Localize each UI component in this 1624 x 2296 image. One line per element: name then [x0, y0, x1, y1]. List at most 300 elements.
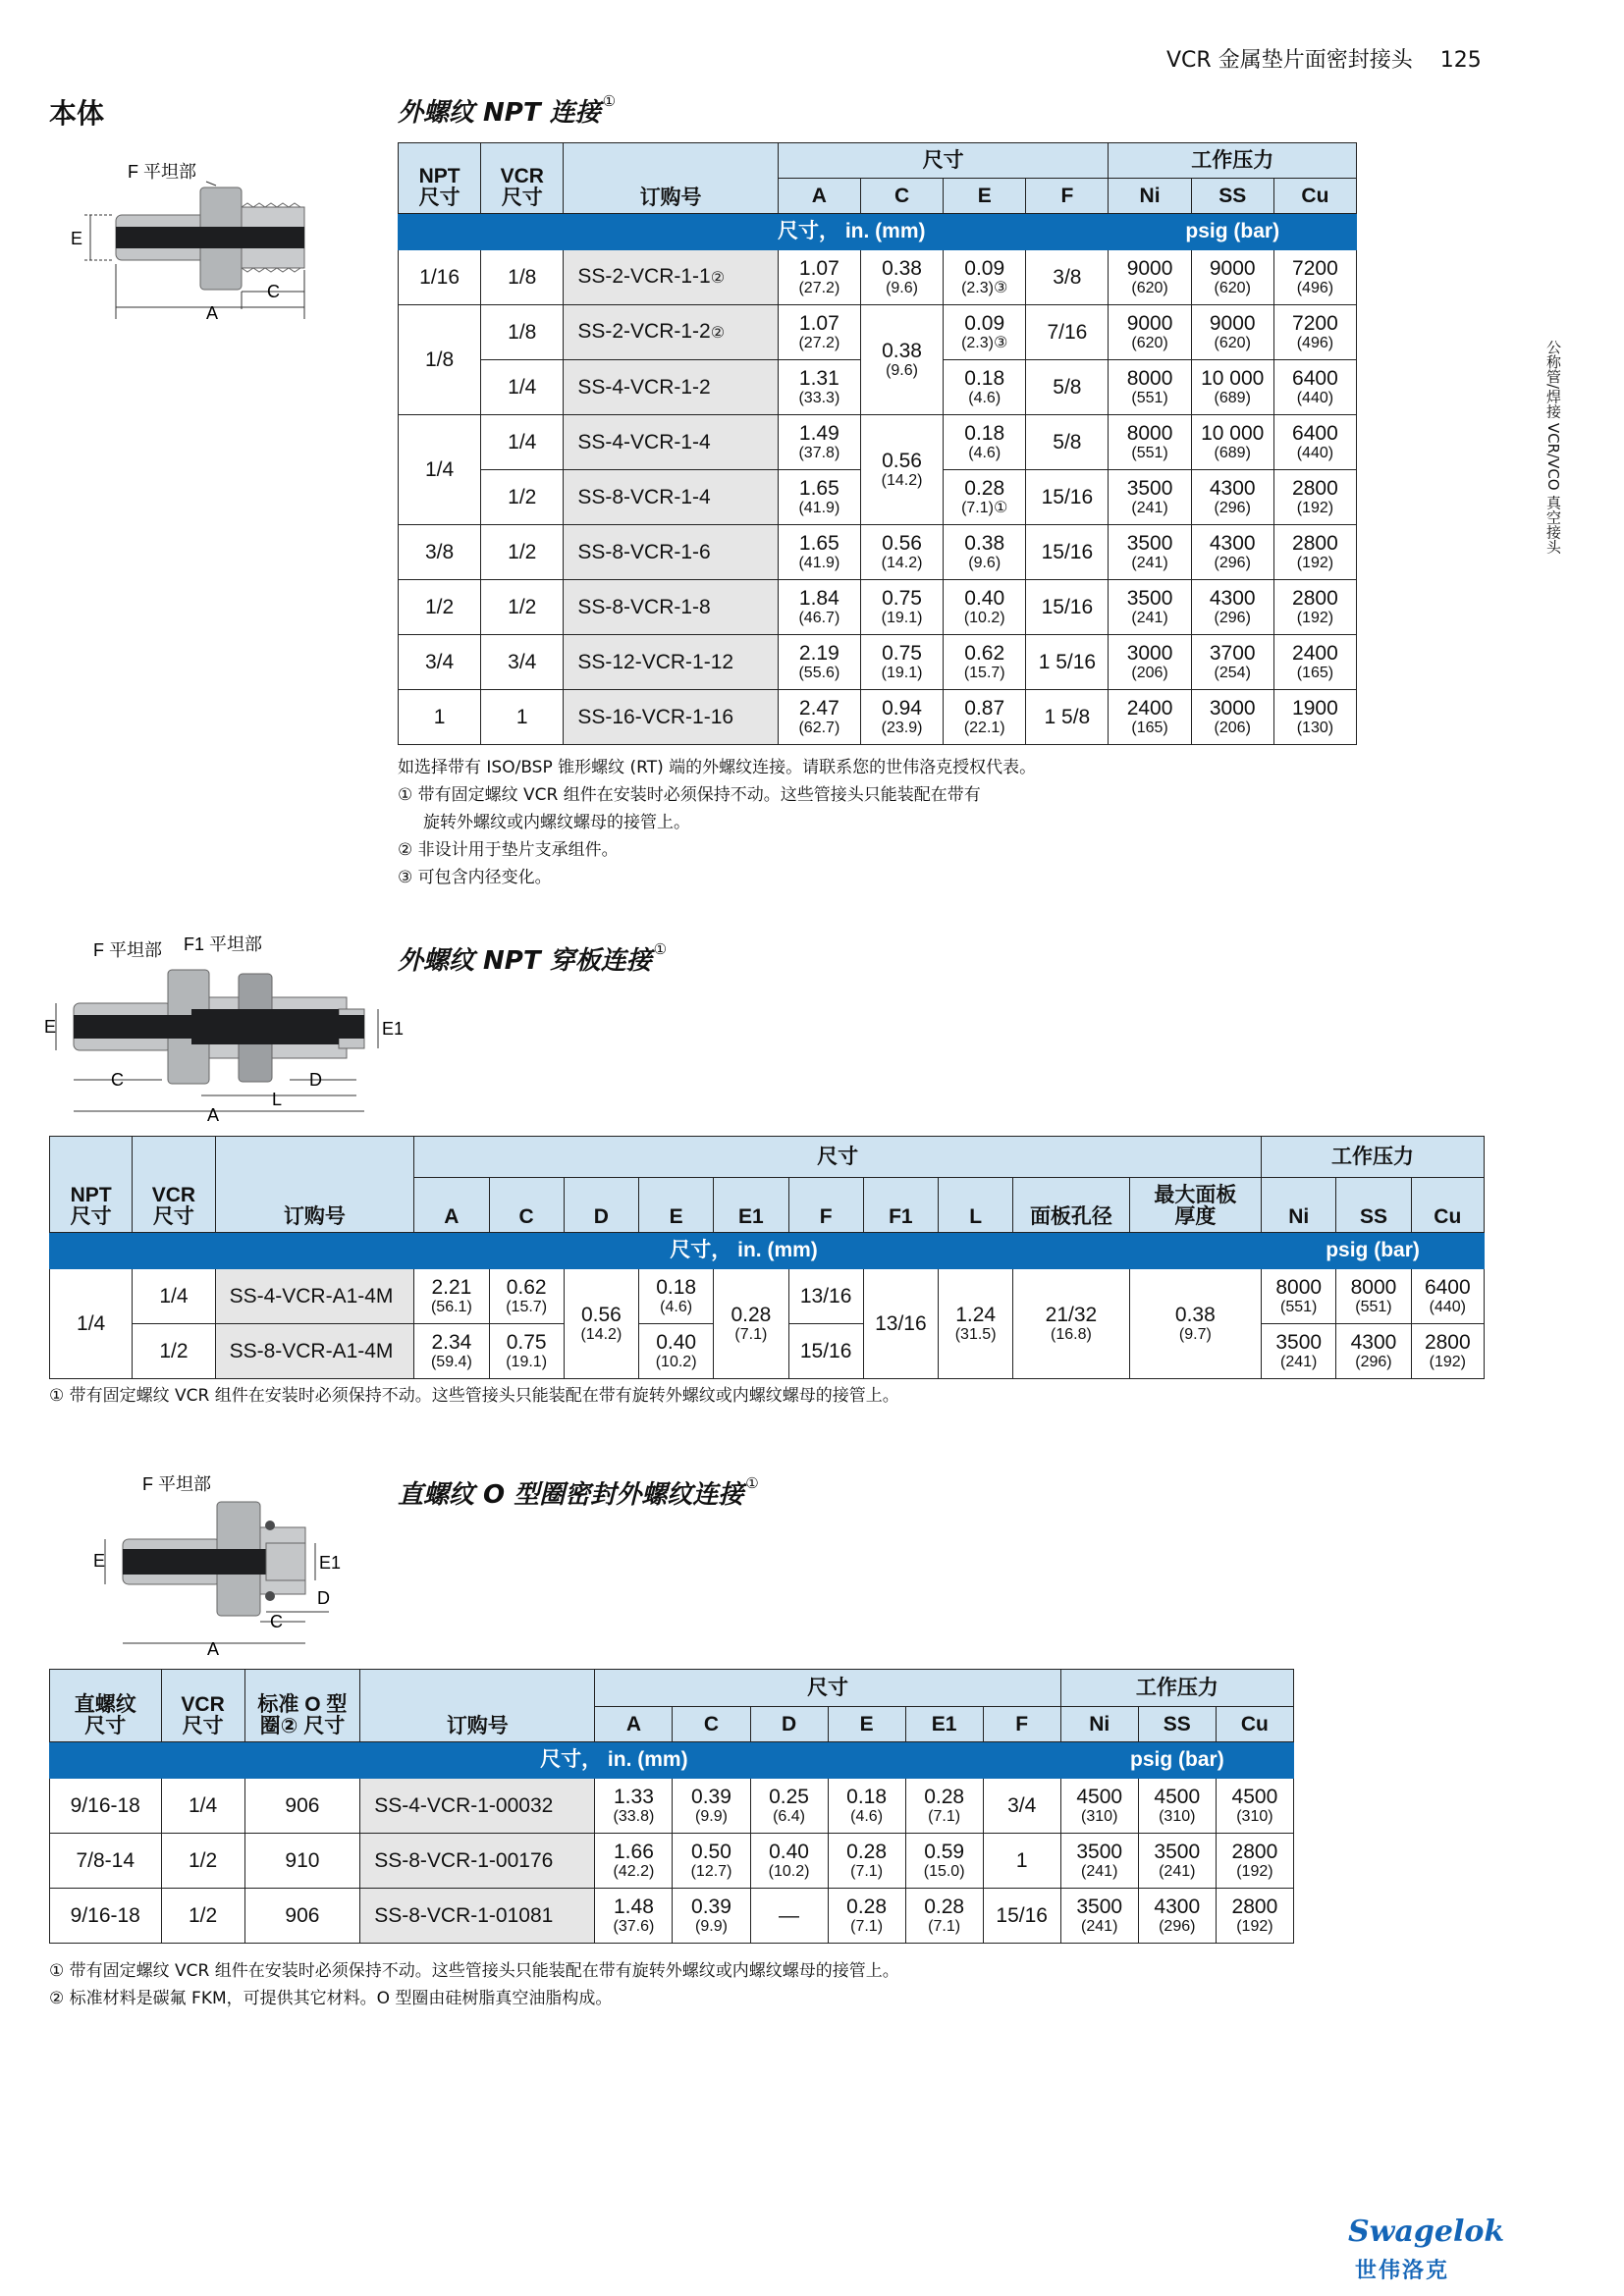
- f1-cell: 13/16: [863, 1269, 938, 1379]
- cu-psig: 2800: [1424, 1330, 1471, 1354]
- cu-cell: [1273, 250, 1356, 305]
- label-c: C: [111, 1070, 124, 1090]
- ss-cell: [1138, 1834, 1216, 1889]
- ss-psig: 4300: [1350, 1330, 1397, 1354]
- cu-psig: 2800: [1292, 531, 1338, 555]
- e-in: 0.38: [964, 531, 1005, 555]
- cu-cell: [1273, 470, 1356, 525]
- section1-title-text: 外螺纹 NPT 连接: [398, 98, 601, 128]
- a-mm: (46.7): [798, 609, 840, 626]
- a-cell: [414, 1269, 489, 1324]
- col-f: F: [788, 1178, 863, 1233]
- a-in: 1.65: [798, 476, 839, 500]
- section1-table: [398, 142, 1357, 745]
- table-row: [399, 305, 1357, 360]
- note-line: ① 带有固定螺纹 VCR 组件在安装时必须保持不动。这些管接头只能装配在带有旋转外螺纹或内螺纹螺母的接管上。: [49, 1386, 899, 1406]
- cu-psig: 4500: [1231, 1785, 1278, 1808]
- c-in: 0.75: [506, 1330, 547, 1354]
- a-cell: [595, 1834, 673, 1889]
- ss-bar: (296): [1159, 1917, 1196, 1935]
- col-c: C: [673, 1707, 750, 1742]
- a-mm: (27.2): [798, 279, 840, 296]
- a-cell: [778, 580, 860, 635]
- cu-cell: [1216, 1889, 1293, 1944]
- f-cell: 15/16: [788, 1324, 863, 1379]
- a-cell: [778, 360, 860, 415]
- section1-notes: [398, 754, 1036, 891]
- cu-cell: [1411, 1269, 1484, 1324]
- col-cu: Cu: [1411, 1178, 1484, 1233]
- col-order: 订购号: [215, 1137, 414, 1233]
- e-mm: (10.2): [963, 609, 1005, 626]
- ni-cell: [1109, 360, 1191, 415]
- c-cell: [673, 1834, 750, 1889]
- ni-cell: [1109, 470, 1191, 525]
- vcr-cell: 1/8: [481, 250, 564, 305]
- e-mm: (2.3)③: [961, 334, 1008, 351]
- vcr-cell: 1: [481, 690, 564, 745]
- label-e: E: [44, 1017, 57, 1037]
- e-cell: [639, 1269, 714, 1324]
- e-in: 0.40: [964, 586, 1005, 610]
- c-in: 0.56: [882, 531, 922, 555]
- section2-title-note: ①: [653, 940, 668, 958]
- col-ni: Ni: [1262, 1178, 1336, 1233]
- vcr-cell: 1/2: [133, 1324, 215, 1379]
- label-e1: E1: [382, 1019, 405, 1039]
- c-mm: (23.9): [881, 719, 923, 736]
- c-mm: (9.9): [695, 1807, 728, 1825]
- e1-mm: (7.1): [928, 1917, 961, 1935]
- col-order: 订购号: [564, 143, 778, 214]
- e-cell: [828, 1889, 905, 1944]
- thick-in: 0.38: [1174, 1303, 1216, 1326]
- e-mm: (4.6): [660, 1298, 693, 1315]
- a-mm: (27.2): [798, 334, 840, 351]
- npt-cell: 1: [399, 690, 481, 745]
- ni-psig: 9000: [1126, 311, 1173, 335]
- col-d: D: [750, 1707, 828, 1742]
- ss-psig: 3500: [1154, 1840, 1201, 1863]
- section2-title-text: 外螺纹 NPT 穿板连接: [398, 946, 652, 976]
- page-header: [1166, 43, 1482, 74]
- ni-cell: [1060, 1834, 1138, 1889]
- cu-psig: 2800: [1292, 586, 1338, 610]
- col-e: E: [639, 1178, 714, 1233]
- c-mm: (14.2): [881, 471, 923, 489]
- vcr-cell: 1/8: [481, 305, 564, 360]
- page-number: 125: [1439, 48, 1482, 73]
- col-a: A: [778, 179, 860, 214]
- f-cell: 7/16: [1026, 305, 1109, 360]
- ni-psig: 8000: [1126, 421, 1173, 445]
- table-row: [399, 250, 1357, 305]
- col-c: C: [860, 179, 943, 214]
- section3-notes: [49, 1957, 899, 2012]
- c-cell: [860, 690, 943, 745]
- table-row: [399, 525, 1357, 580]
- a-cell: [778, 635, 860, 690]
- label-c: C: [267, 282, 280, 301]
- col-e1: E1: [905, 1707, 983, 1742]
- vcr-cell: 1/2: [161, 1834, 244, 1889]
- cu-bar: (165): [1296, 664, 1334, 681]
- c-cell: [860, 525, 943, 580]
- col-e1: E1: [714, 1178, 788, 1233]
- col-ss: SS: [1191, 179, 1273, 214]
- section1-title: [398, 92, 616, 129]
- cu-bar: (496): [1296, 334, 1334, 351]
- header-title: VCR 金属垫片面密封接头: [1166, 48, 1413, 73]
- ni-bar: (241): [1081, 1917, 1118, 1935]
- section3-title-text: 直螺纹 O 型圈密封外螺纹连接: [398, 1480, 744, 1510]
- ni-cell: [1262, 1269, 1336, 1324]
- ss-psig: 4300: [1154, 1895, 1201, 1918]
- ni-psig: 3500: [1126, 586, 1173, 610]
- ni-bar: (241): [1131, 554, 1168, 571]
- a-cell: [778, 690, 860, 745]
- ni-bar: (551): [1131, 444, 1168, 461]
- col-ni: Ni: [1109, 179, 1191, 214]
- col-order: 订购号: [360, 1670, 595, 1742]
- a-in: 1.49: [798, 421, 839, 445]
- cu-bar: (192): [1236, 1917, 1273, 1935]
- npt-cell: 1/4: [50, 1269, 133, 1379]
- col-ss: SS: [1336, 1178, 1411, 1233]
- ss-psig: 9000: [1209, 256, 1256, 280]
- ss-bar: (296): [1214, 499, 1251, 516]
- ni-psig: 8000: [1126, 366, 1173, 390]
- units-pressure: psig (bar): [1262, 1233, 1485, 1269]
- hole-cell: [1013, 1269, 1129, 1379]
- cu-bar: (192): [1296, 609, 1334, 626]
- ni-psig: 2400: [1126, 696, 1173, 720]
- e1-mm: (15.0): [923, 1862, 965, 1880]
- f-cell: 13/16: [788, 1269, 863, 1324]
- label-f-flat: F 平坦部: [142, 1474, 211, 1494]
- ss-psig: 4300: [1209, 476, 1256, 500]
- col-pressure: 工作压力: [1109, 143, 1357, 179]
- ni-bar: (551): [1280, 1298, 1318, 1315]
- npt-cell: 1/2: [399, 580, 481, 635]
- c-cell: [489, 1269, 564, 1324]
- order-text: SS-8-VCR-1-4: [577, 485, 711, 508]
- vcr-cell: 1/2: [481, 580, 564, 635]
- ss-psig: 4500: [1154, 1785, 1201, 1808]
- e1-cell: [905, 1889, 983, 1944]
- col-a: A: [595, 1707, 673, 1742]
- a-in: 2.21: [431, 1275, 472, 1299]
- col-cu: Cu: [1273, 179, 1356, 214]
- c-mm: (19.1): [881, 664, 923, 681]
- ss-cell: [1191, 580, 1273, 635]
- e-mm: (7.1): [850, 1917, 884, 1935]
- section2-fitting-diagram: [44, 931, 407, 1123]
- e-cell: [944, 360, 1026, 415]
- d-mm: (10.2): [768, 1862, 810, 1880]
- cu-cell: [1273, 525, 1356, 580]
- ni-bar: (241): [1131, 499, 1168, 516]
- ss-psig: 8000: [1350, 1275, 1397, 1299]
- c-mm: (9.9): [695, 1917, 728, 1935]
- ni-psig: 8000: [1275, 1275, 1323, 1299]
- a-in: 2.47: [798, 696, 839, 720]
- order-number: [564, 690, 778, 745]
- ss-psig: 9000: [1209, 311, 1256, 335]
- order-text: SS-4-VCR-1-4: [577, 430, 711, 454]
- section2-title: [398, 940, 667, 977]
- side-tab-line-3: 真空接头: [1544, 495, 1562, 555]
- col-pressure: 工作压力: [1060, 1670, 1293, 1707]
- vcr-cell: 3/4: [481, 635, 564, 690]
- order-text: SS-8-VCR-1-8: [577, 595, 711, 618]
- e-cell: [639, 1324, 714, 1379]
- cu-cell: [1216, 1779, 1293, 1834]
- a-in: 1.33: [614, 1785, 654, 1808]
- e-mm: (7.1)①: [961, 499, 1008, 516]
- e-cell: [944, 415, 1026, 470]
- cu-psig: 6400: [1292, 366, 1338, 390]
- e-cell: [944, 525, 1026, 580]
- order-text: SS-2-VCR-1-1: [577, 264, 711, 288]
- e-in: 0.18: [964, 366, 1005, 390]
- e1-cell: [714, 1269, 788, 1379]
- col-vcr: VCR 尺寸: [481, 143, 564, 214]
- side-tab-line-2: VCR/VCO: [1544, 422, 1562, 491]
- ni-bar: (551): [1131, 389, 1168, 406]
- e-in: 0.18: [656, 1275, 697, 1299]
- thickness-cell: [1129, 1269, 1261, 1379]
- e-in: 0.09: [964, 311, 1005, 335]
- ni-bar: (310): [1081, 1807, 1118, 1825]
- e-mm: (2.3)③: [961, 279, 1008, 296]
- table-row: [50, 1834, 1294, 1889]
- a-mm: (59.4): [430, 1353, 472, 1370]
- ss-psig: 3700: [1209, 641, 1256, 665]
- ss-cell: [1191, 360, 1273, 415]
- body-title: 本体: [49, 97, 105, 130]
- label-d: D: [317, 1588, 330, 1608]
- ni-bar: (165): [1131, 719, 1168, 736]
- col-cu: Cu: [1216, 1707, 1293, 1742]
- f-cell: 1 5/8: [1026, 690, 1109, 745]
- ni-cell: [1109, 305, 1191, 360]
- npt-cell: 1/8: [399, 305, 481, 415]
- ss-cell: [1191, 470, 1273, 525]
- cu-cell: [1273, 360, 1356, 415]
- ss-cell: [1336, 1269, 1411, 1324]
- ss-psig: 4300: [1209, 531, 1256, 555]
- ni-psig: 3500: [1126, 531, 1173, 555]
- col-l: L: [939, 1178, 1013, 1233]
- label-f1-flat: F1 平坦部: [184, 934, 263, 954]
- e-in: 0.40: [656, 1330, 697, 1354]
- e-mm: (9.6): [968, 554, 1001, 571]
- e-mm: (4.6): [968, 444, 1001, 461]
- f-cell: 3/8: [1026, 250, 1109, 305]
- order-number: [564, 635, 778, 690]
- col-npt: NPT 尺寸: [399, 143, 481, 214]
- section2-notes: [49, 1382, 899, 1410]
- cu-cell: [1273, 580, 1356, 635]
- a-mm: (37.8): [798, 444, 840, 461]
- d-cell: [564, 1269, 638, 1379]
- col-e: E: [944, 179, 1026, 214]
- col-f1: F1: [863, 1178, 938, 1233]
- ni-bar: (241): [1131, 609, 1168, 626]
- cu-cell: [1273, 415, 1356, 470]
- label-f-flat: F 平坦部: [128, 162, 196, 182]
- a-cell: [778, 470, 860, 525]
- order-text: SS-8-VCR-1-6: [577, 540, 711, 563]
- order-number: SS-8-VCR-1-01081: [360, 1889, 595, 1944]
- c-in: 0.38: [882, 339, 922, 362]
- a-mm: (56.1): [430, 1298, 472, 1315]
- vcr-cell: 1/4: [481, 360, 564, 415]
- a-in: 1.31: [798, 366, 839, 390]
- order-number: [564, 415, 778, 470]
- section3-title-note: ①: [745, 1474, 759, 1492]
- a-in: 1.48: [614, 1895, 654, 1918]
- c-in: 0.75: [882, 641, 922, 665]
- section3-fitting-diagram: [93, 1465, 358, 1657]
- label-e1: E1: [319, 1553, 342, 1573]
- a-cell: [414, 1324, 489, 1379]
- vcr-cell: 1/2: [481, 470, 564, 525]
- ni-bar: (620): [1131, 279, 1168, 296]
- e-cell: [944, 250, 1026, 305]
- units-dims: 尺寸， in. (mm): [50, 1742, 1061, 1779]
- f-cell: 5/8: [1026, 415, 1109, 470]
- section1-fitting-diagram: [69, 162, 363, 319]
- c-in: 0.39: [691, 1785, 731, 1808]
- oring-cell: 910: [244, 1834, 360, 1889]
- cu-psig: 7200: [1292, 256, 1338, 280]
- thread-cell: 7/8-14: [50, 1834, 162, 1889]
- e-mm: (22.1): [963, 719, 1005, 736]
- d-in: 0.56: [580, 1303, 622, 1326]
- side-tab: [1545, 340, 1561, 554]
- order-note: ②: [710, 324, 726, 342]
- c-cell: [489, 1324, 564, 1379]
- ni-psig: 3000: [1126, 641, 1173, 665]
- f-cell: 1 5/16: [1026, 635, 1109, 690]
- c-in: 0.56: [882, 449, 922, 472]
- ni-cell: [1109, 250, 1191, 305]
- e-in: 0.28: [846, 1895, 888, 1918]
- label-d: D: [309, 1070, 322, 1090]
- l-cell: [939, 1269, 1013, 1379]
- cu-psig: 6400: [1292, 421, 1338, 445]
- c-cell: [673, 1889, 750, 1944]
- e1-in: 0.59: [924, 1840, 965, 1863]
- col-vcr: VCR 尺寸: [133, 1137, 215, 1233]
- note-line: ② 标准材料是碳氟 FKM，可提供其它材料。O 型圈由硅树脂真空油脂构成。: [49, 1989, 613, 2008]
- table-row: [399, 690, 1357, 745]
- cu-bar: (440): [1429, 1298, 1466, 1315]
- label-e: E: [71, 229, 83, 248]
- npt-cell: 3/8: [399, 525, 481, 580]
- e1-in: 0.28: [731, 1303, 772, 1326]
- note-line: ② 非设计用于垫片支承组件。: [398, 840, 619, 860]
- ss-cell: [1138, 1889, 1216, 1944]
- c-cell: [860, 305, 943, 415]
- label-l: L: [272, 1090, 283, 1109]
- a-cell: [595, 1779, 673, 1834]
- e-mm: (10.2): [655, 1353, 697, 1370]
- ni-psig: 9000: [1126, 256, 1173, 280]
- cu-psig: 1900: [1292, 696, 1338, 720]
- table-row: [50, 1269, 1485, 1324]
- note-line: ① 带有固定螺纹 VCR 组件在安装时必须保持不动。这些管接头只能装配在带有旋转外螺纹或内螺纹螺母的接管上。: [49, 1961, 899, 1981]
- order-number: [564, 580, 778, 635]
- ss-bar: (620): [1214, 334, 1251, 351]
- a-cell: [595, 1889, 673, 1944]
- order-text: SS-4-VCR-1-2: [577, 375, 711, 399]
- col-vcr: VCR 尺寸: [161, 1670, 244, 1742]
- ss-cell: [1191, 690, 1273, 745]
- ss-cell: [1336, 1324, 1411, 1379]
- col-dims: 尺寸: [595, 1670, 1060, 1707]
- cu-bar: (496): [1296, 279, 1334, 296]
- ni-bar: (241): [1081, 1862, 1118, 1880]
- note-line: 如选择带有 ISO/BSP 锥形螺纹 (RT) 端的外螺纹连接。请联系您的世伟洛克授权代表。: [398, 758, 1037, 777]
- c-in: 0.75: [882, 586, 922, 610]
- ss-bar: (241): [1159, 1862, 1196, 1880]
- f-cell: 3/4: [983, 1779, 1060, 1834]
- section3-table: [49, 1669, 1294, 1944]
- ss-cell: [1191, 415, 1273, 470]
- order-text: SS-12-VCR-1-12: [577, 650, 734, 673]
- ni-bar: (241): [1280, 1353, 1318, 1370]
- c-cell: [860, 415, 943, 525]
- ss-cell: [1191, 525, 1273, 580]
- d-mm: (14.2): [580, 1325, 623, 1343]
- npt-cell: 1/4: [399, 415, 481, 525]
- c-in: 0.62: [506, 1275, 547, 1299]
- e1-in: 0.28: [924, 1895, 965, 1918]
- e-in: 0.28: [846, 1840, 888, 1863]
- order-number: [564, 250, 778, 305]
- ss-bar: (689): [1214, 444, 1251, 461]
- ss-bar: (206): [1214, 719, 1251, 736]
- swagelok-logo-cn: 世伟洛克: [1355, 2259, 1450, 2283]
- e-cell: [828, 1779, 905, 1834]
- e1-in: 0.28: [924, 1785, 965, 1808]
- order-number: SS-8-VCR-A1-4M: [215, 1324, 414, 1379]
- note-line: ① 带有固定螺纹 VCR 组件在安装时必须保持不动。这些管接头只能装配在带有: [398, 785, 981, 805]
- col-hole: 面板孔径: [1013, 1178, 1129, 1233]
- ss-cell: [1138, 1779, 1216, 1834]
- col-ss: SS: [1138, 1707, 1216, 1742]
- ni-psig: 3500: [1275, 1330, 1323, 1354]
- col-dims: 尺寸: [778, 143, 1109, 179]
- e-in: 0.62: [964, 641, 1005, 665]
- ss-bar: (620): [1214, 279, 1251, 296]
- cu-bar: (192): [1236, 1862, 1273, 1880]
- cu-psig: 2800: [1231, 1840, 1278, 1863]
- e1-cell: [905, 1779, 983, 1834]
- label-c: C: [270, 1612, 283, 1631]
- cu-psig: 7200: [1292, 311, 1338, 335]
- ni-psig: 4500: [1076, 1785, 1123, 1808]
- cu-psig: 2400: [1292, 641, 1338, 665]
- f-cell: 1: [983, 1834, 1060, 1889]
- ni-cell: [1109, 635, 1191, 690]
- a-in: 1.84: [798, 586, 839, 610]
- col-pressure: 工作压力: [1262, 1137, 1485, 1178]
- cu-bar: (192): [1296, 554, 1334, 571]
